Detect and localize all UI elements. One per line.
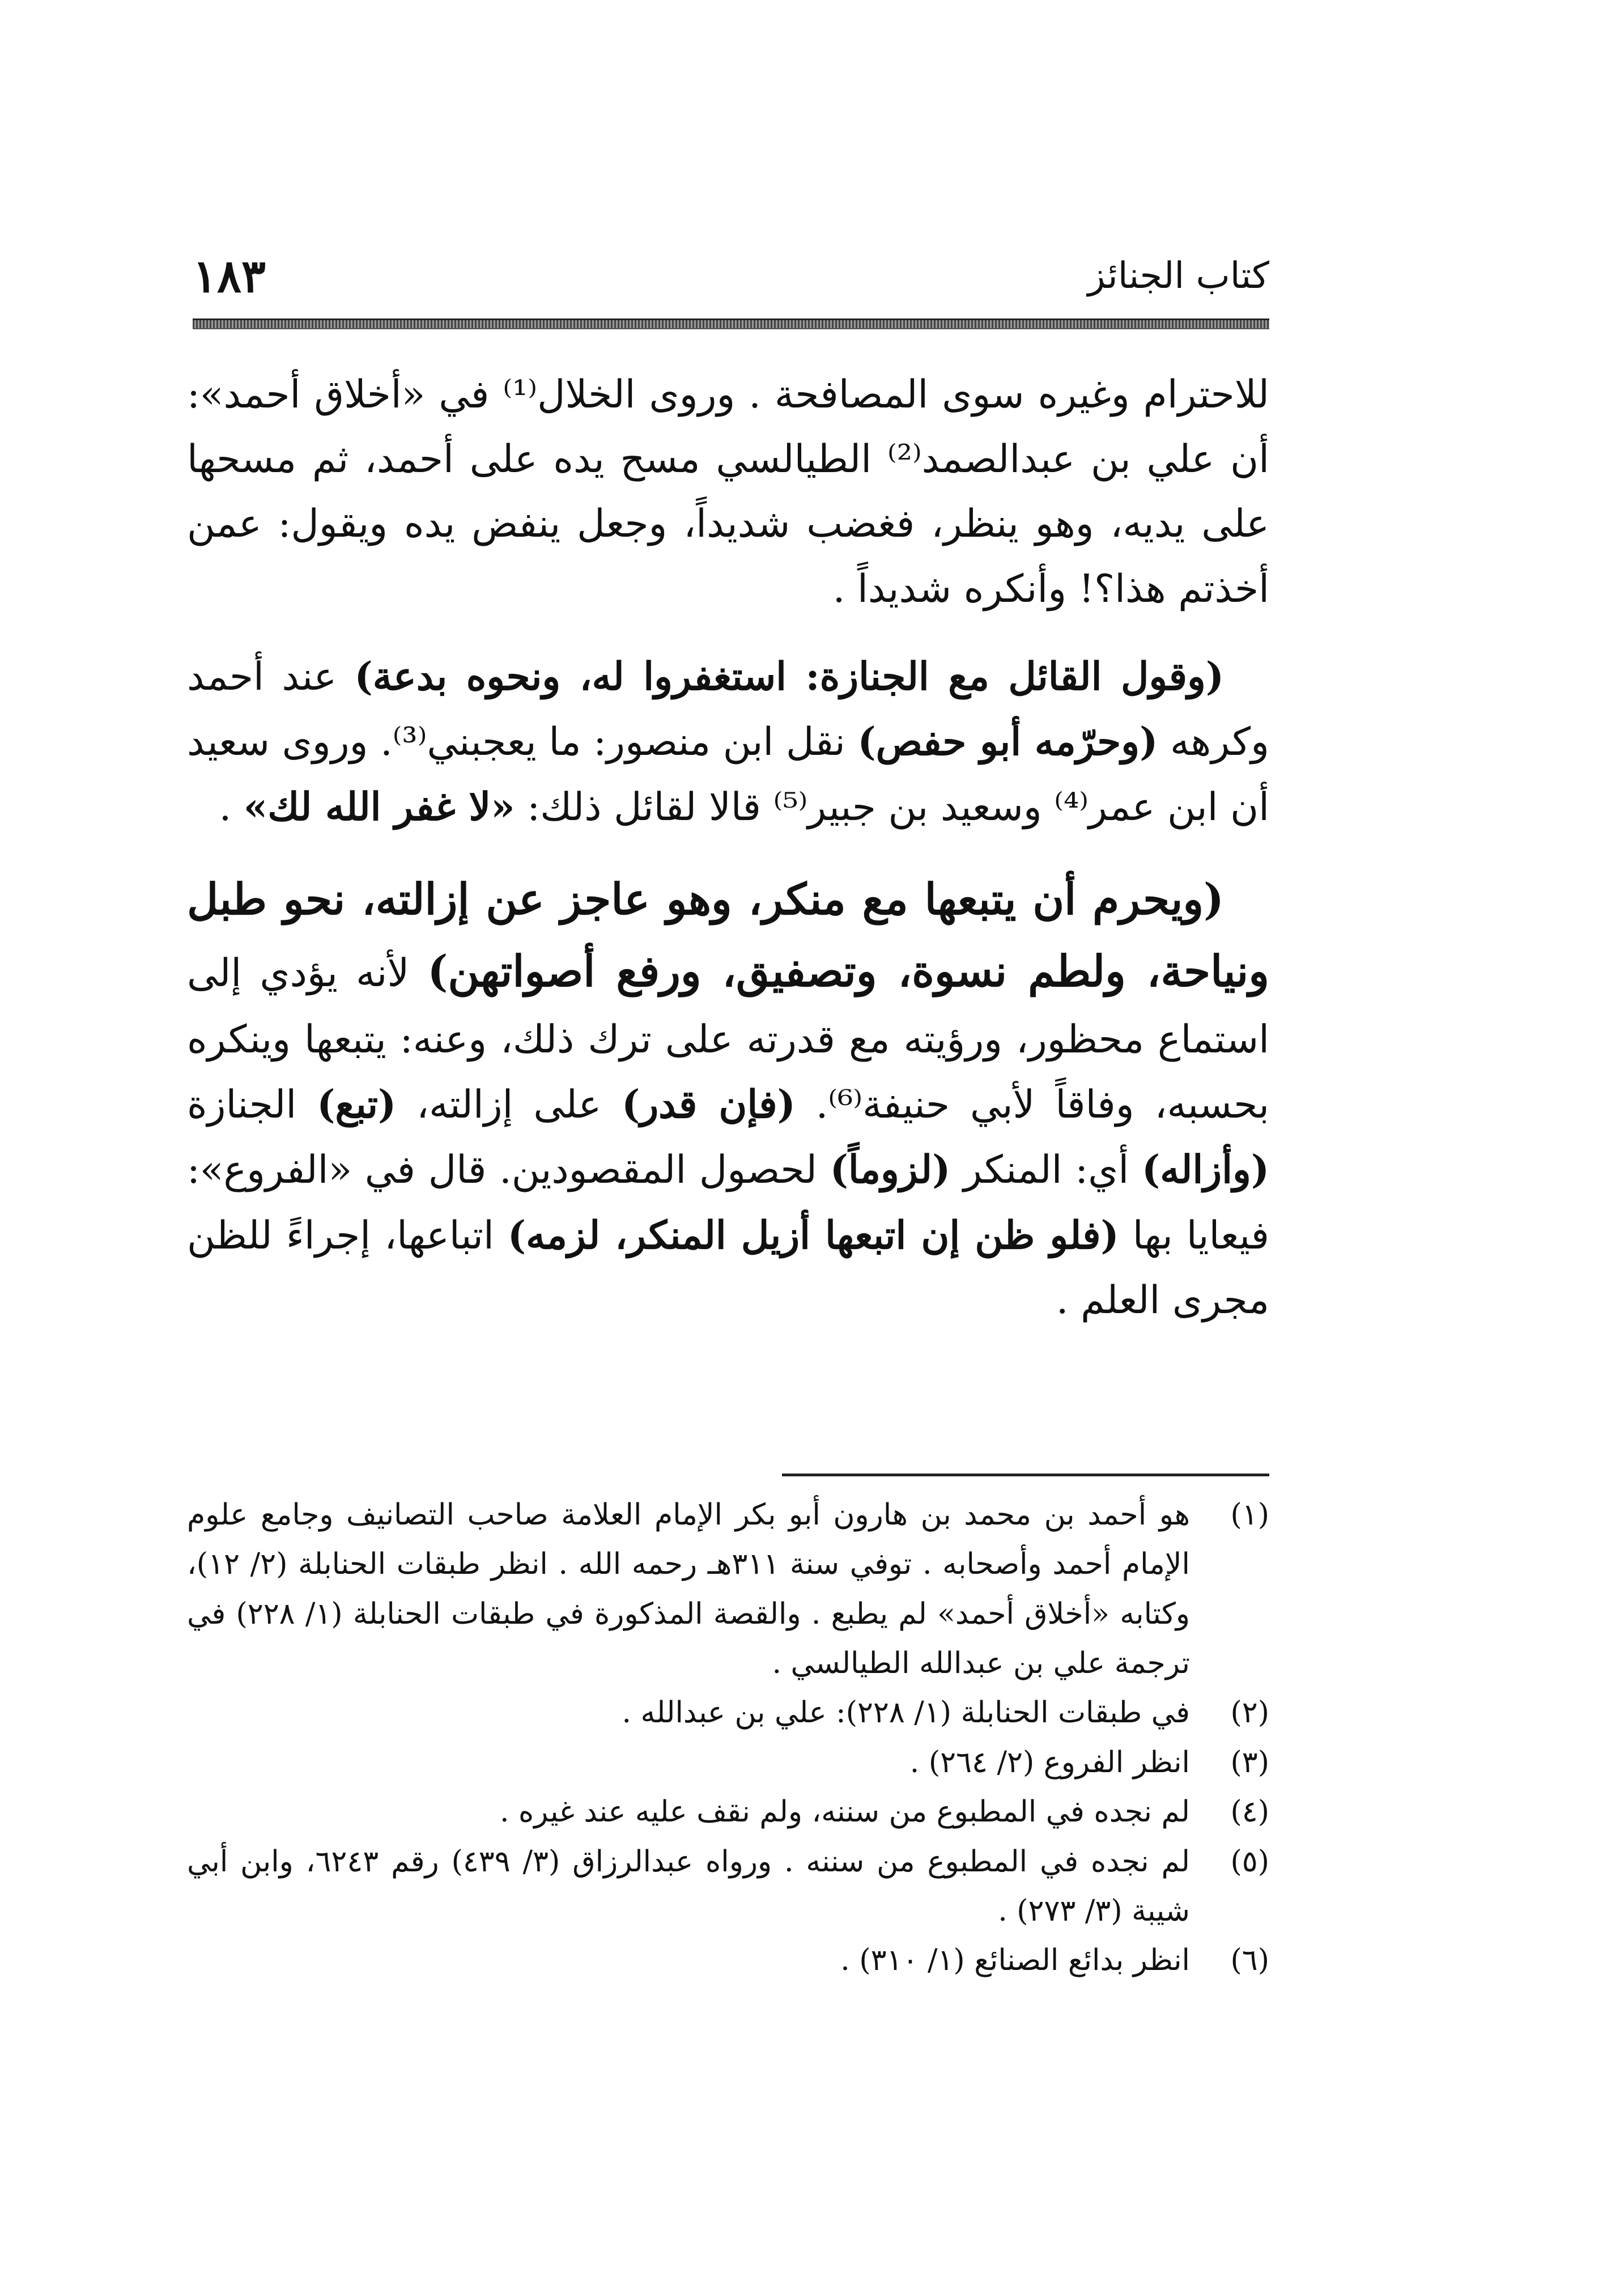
footnote <box>187 1491 1269 1688</box>
matn-phrase: (وأزاله) <box>1142 1147 1270 1193</box>
footnote-number: (٤) <box>1230 1795 1269 1829</box>
footnote-number: (٦) <box>1230 1943 1269 1978</box>
paragraph-2 <box>187 644 1269 840</box>
paragraph-3 <box>187 863 1269 1334</box>
matn-phrase: (ويحرم أن يتبعها مع منكر، وهو عاجز عن إزالته، نحو طبل ونياحة، ولطم نسوة، وتصفيق، ورفع أصواتهن) <box>187 873 1270 997</box>
commentary-text: لحصول المقصودين. قال في «الفروع»: فيعايا بها <box>187 1148 1269 1258</box>
quotation: «لا غفر الله لك» <box>243 784 515 830</box>
paragraph-1-text: للاحترام وغيره سوى المصافحة . وروى الخلال⁽¹⁾ في «أخلاق أحمد»: أن علي بن عبدالصمد⁽²⁾ الطيالسي مسح يده على أحمد، ثم مسحها على يديه، وهو ينظر، فغضب شديداً، وجعل ينفض يده ويقول: عمن أخذتم هذا؟! وأنكره شديداً . <box>187 372 1270 612</box>
matn-phrase: (تبع) <box>317 1082 397 1128</box>
footnote-text: لم نجده في المطبوع من سننه . ورواه عبدالرزاق (٣/ ٤٣٩) رقم ٦٢٤٣، وابن أبي شيبة (٣/ ٢٧٣) . <box>187 1844 1190 1928</box>
page-number: ١٨٣ <box>193 249 266 303</box>
footnote <box>187 1738 1269 1787</box>
footnote-text: في طبقات الحنابلة (١/ ٢٢٨): علي بن عبدالله . <box>622 1696 1190 1730</box>
footnote-text: انظر الفروع (٢/ ٢٦٤) . <box>909 1745 1190 1780</box>
footnote-divider <box>782 1474 1269 1476</box>
matn-phrase: (فلو ظن إن اتبعها أزيل المنكر، لزمه) <box>507 1212 1119 1258</box>
matn-phrase: (وحرّمه أبو حفص) <box>857 719 1158 765</box>
commentary-text: نقل ابن منصور: ما يعجبني⁽³⁾. وروى سعيد أن ابن عمر⁽⁴⁾ وسعيد بن جبير⁽⁵⁾ قالا لقائل ذلك: <box>187 720 1269 830</box>
footnote-text: انظر بدائع الصنائع (١/ ٣١٠) . <box>840 1943 1190 1978</box>
footnotes <box>187 1491 1269 1986</box>
footnote-number: (٢) <box>1230 1696 1269 1730</box>
footnote <box>187 1688 1269 1738</box>
commentary-text: على إزالته، <box>396 1082 622 1128</box>
commentary-text: لأنه يؤدي إلى استماع محظور، ورؤيته مع قدرته على ترك ذلك، وعنه: يتبعها وينكره بحسبه، وفاقاً لأبي حنيفة⁽⁶⁾. <box>187 951 1270 1128</box>
commentary-text: عند أحمد وكرهه <box>187 654 1270 765</box>
footnote-text: لم نجده في المطبوع من سننه، ولم نقف عليه عند غيره . <box>499 1795 1190 1829</box>
footnote-number: (٥) <box>1230 1844 1269 1879</box>
header-divider <box>193 319 1269 329</box>
footnote-number: (١) <box>1230 1498 1269 1532</box>
main-body <box>187 363 1269 1356</box>
footnote <box>187 1837 1269 1937</box>
commentary-text: اتباعها، إجراءً للظن مجرى العلم . <box>187 1213 1269 1323</box>
commentary-text: . <box>219 785 244 830</box>
paragraph-1 <box>187 363 1269 622</box>
matn-phrase: (لزوماً) <box>830 1147 951 1193</box>
page-header <box>193 244 1269 312</box>
commentary-text: أي: المنكر <box>950 1148 1142 1193</box>
matn-phrase: (فإن قدر) <box>622 1082 796 1128</box>
footnote-number: (٣) <box>1230 1745 1269 1780</box>
matn-phrase: (وقول القائل مع الجنازة: استغفروا له، ونحوه بدعة) <box>354 653 1224 699</box>
footnote <box>187 1787 1269 1837</box>
commentary-text: الجنازة <box>187 1082 317 1128</box>
footnote-text: هو أحمد بن محمد بن هارون أبو بكر الإمام العلامة صاحب التصانيف وجامع علوم الإمام أحمد وأصحابه . توفي سنة ٣١١هـ رحمه الله . انظر طبقات الحنابلة (٢/ ١٢)، وكتابه «أخلاق أحمد» لم يطبع . والقصة المذكورة في طبقات الحنابلة (١/ ٢٢٨) في ترجمة علي بن عبدالله الطيالسي . <box>187 1498 1190 1681</box>
footnote <box>187 1936 1269 1985</box>
running-title: كتاب الجنائز <box>1087 255 1269 297</box>
